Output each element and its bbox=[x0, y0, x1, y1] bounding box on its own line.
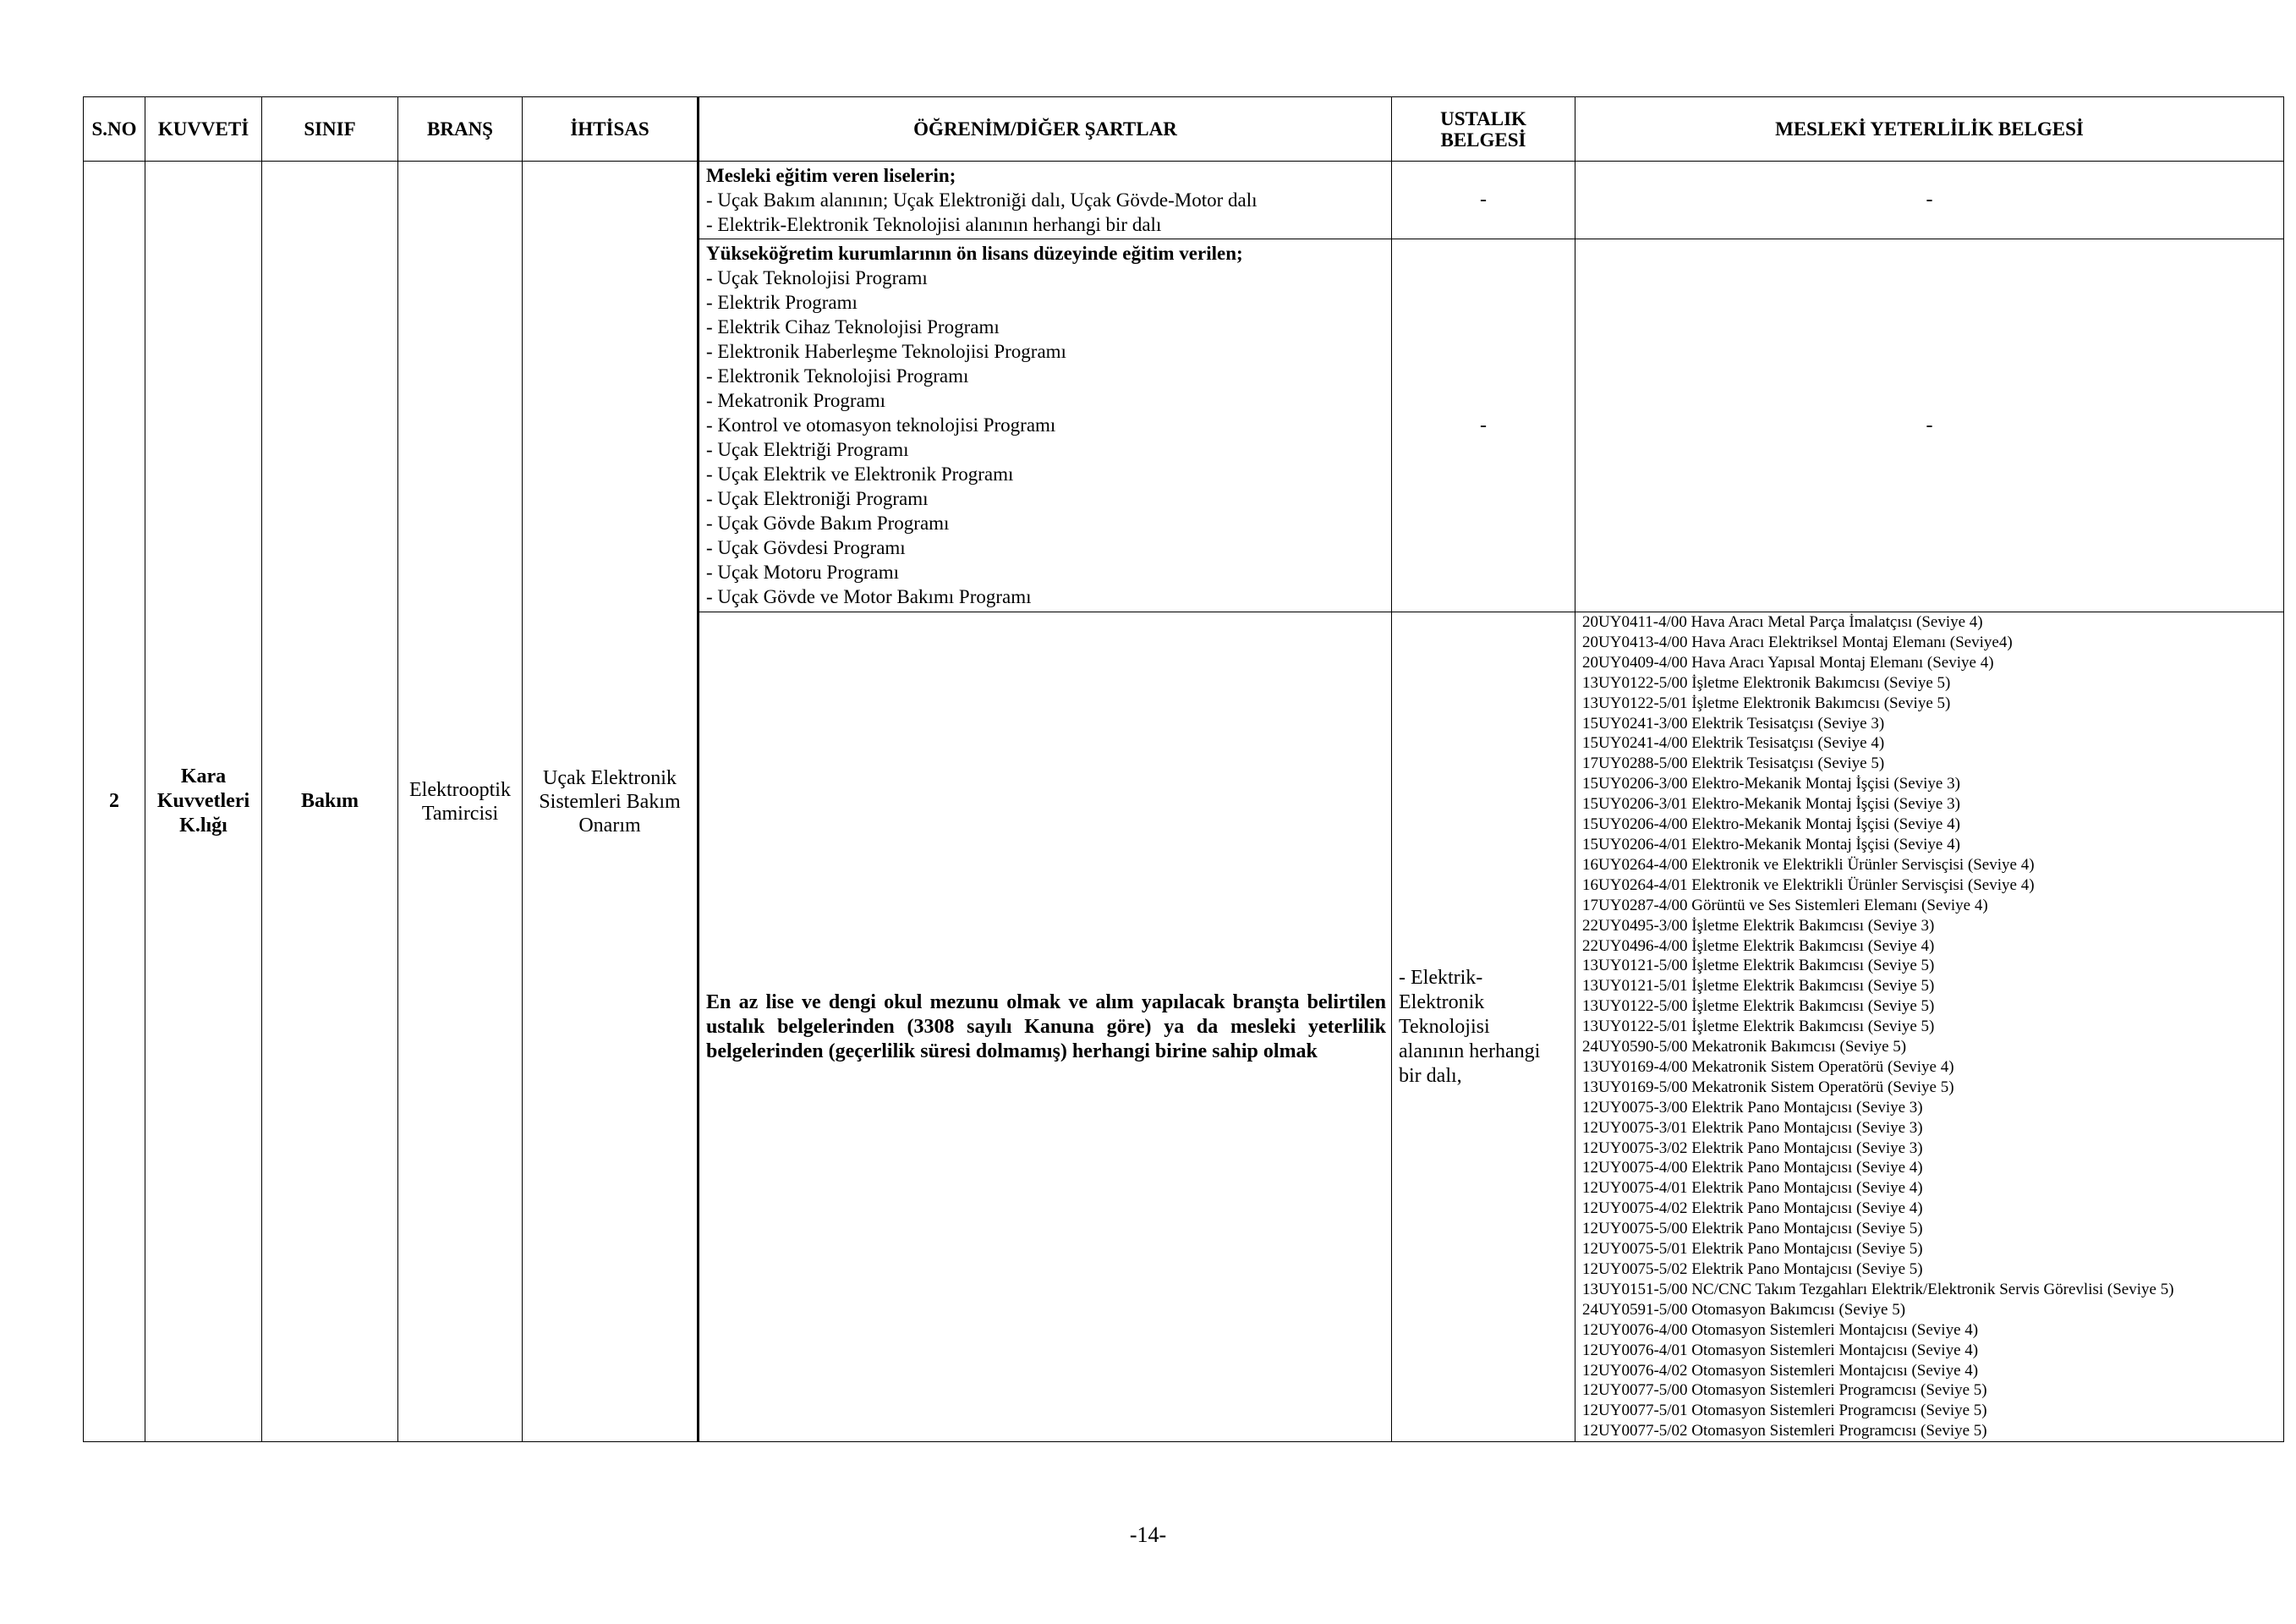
certificate-item: 12UY0075-5/01 Elektrik Pano Montajcısı (Seviye 5) bbox=[1582, 1240, 1923, 1259]
certificate-item: 12UY0075-5/02 Elektrik Pano Montajcısı (Seviye 5) bbox=[1582, 1260, 1923, 1278]
list-item: - Uçak Bakım alanının; Uçak Elektroniği dalı, Uçak Gövde-Motor dalı bbox=[706, 189, 1258, 211]
header-sinif: SINIF bbox=[262, 97, 398, 162]
mesleki-onlisans: - bbox=[1575, 239, 2284, 612]
requirement-lise bbox=[699, 162, 1392, 239]
list-item: - Uçak Elektroniği Programı bbox=[706, 488, 929, 509]
certificate-item: 12UY0075-4/01 Elektrik Pano Montajcısı (Seviye 4) bbox=[1582, 1179, 1923, 1198]
cell-ihtisas bbox=[523, 162, 699, 1442]
page-number: -14- bbox=[1129, 1522, 1167, 1547]
requirement-lise-mezunu: En az lise ve dengi okul mezunu olmak ve alım yapılacak branşta belirtilen ustalık belgelerinden (3308 sayılı Kanuna göre) ya da mesleki yeterlilik belgelerinden (geçerlilik süresi dolmamış) herhangi birine sahip olmak bbox=[699, 612, 1392, 1442]
certificate-item: 13UY0122-5/00 İşletme Elektrik Bakımcısı (Seviye 5) bbox=[1582, 997, 1935, 1016]
certificate-item: 12UY0075-3/00 Elektrik Pano Montajcısı (Seviye 3) bbox=[1582, 1098, 1923, 1116]
certificate-item: 20UY0409-4/00 Hava Aracı Yapısal Montaj Elemanı (Seviye 4) bbox=[1582, 653, 1994, 672]
ustalik-line: Elektronik bbox=[1399, 990, 1485, 1013]
certificate-item: 13UY0121-5/01 İşletme Elektrik Bakımcısı (Seviye 5) bbox=[1582, 977, 1935, 996]
certificate-item: 15UY0206-3/00 Elektro-Mekanik Montaj İşçisi (Seviye 3) bbox=[1582, 775, 1960, 793]
header-mesleki: MESLEKİ YETERLİLİK BELGESİ bbox=[1575, 97, 2284, 162]
header-ustalik-line2: BELGESİ bbox=[1440, 129, 1526, 151]
list-item: - Kontrol ve otomasyon teknolojisi Programı bbox=[706, 414, 1056, 436]
certificate-item: 12UY0075-5/00 Elektrik Pano Montajcısı (Seviye 5) bbox=[1582, 1220, 1923, 1238]
certificate-item: 15UY0206-4/01 Elektro-Mekanik Montaj İşçisi (Seviye 4) bbox=[1582, 835, 1960, 853]
certificate-item: 13UY0122-5/00 İşletme Elektronik Bakımcısı (Seviye 5) bbox=[1582, 673, 1951, 692]
certificate-item: 20UY0413-4/00 Hava Aracı Elektriksel Montaj Elemanı (Seviye4) bbox=[1582, 633, 2013, 651]
certificate-item: 15UY0241-4/00 Elektrik Tesisatçısı (Seviye 4) bbox=[1582, 734, 1885, 753]
table-row bbox=[84, 162, 2284, 239]
ustalik-line: alanının herhangi bbox=[1399, 1040, 1541, 1062]
certificate-item: 16UY0264-4/01 Elektronik ve Elektrikli Ürünler Servisçisi (Seviye 4) bbox=[1582, 875, 2035, 894]
list-item: - Uçak Gövde ve Motor Bakımı Programı bbox=[706, 586, 1032, 607]
certificate-item: 24UY0590-5/00 Mekatronik Bakımcısı (Seviye 5) bbox=[1582, 1038, 1907, 1056]
ustalik-belgesi bbox=[1392, 612, 1575, 1442]
certificate-item: 22UY0496-4/00 İşletme Elektrik Bakımcısı (Seviye 4) bbox=[1582, 936, 1935, 955]
certificate-item: 12UY0077-5/02 Otomasyon Sistemleri Programcısı (Seviye 5) bbox=[1582, 1422, 1987, 1440]
list-item: - Uçak Gövdesi Programı bbox=[706, 537, 906, 558]
header-ustalik-line1: USTALIK bbox=[1440, 107, 1526, 129]
certificate-item: 13UY0122-5/01 İşletme Elektrik Bakımcısı (Seviye 5) bbox=[1582, 1018, 1935, 1036]
certificate-item: 16UY0264-4/00 Elektronik ve Elektrikli Ürünler Servisçisi (Seviye 4) bbox=[1582, 855, 2035, 874]
certificate-item: 12UY0075-3/01 Elektrik Pano Montajcısı (Seviye 3) bbox=[1582, 1118, 1923, 1137]
list-item: - Uçak Teknolojisi Programı bbox=[706, 267, 928, 288]
cell-brans-line1: Elektrooptik bbox=[409, 778, 511, 801]
list-item: - Elektrik-Elektronik Teknolojisi alanının herhangi bir dalı bbox=[706, 214, 1162, 235]
certificate-item: 15UY0206-4/00 Elektro-Mekanik Montaj İşçisi (Seviye 4) bbox=[1582, 815, 1960, 834]
mesleki-yeterlilik-list bbox=[1575, 612, 2284, 1442]
ustalik-line: Teknolojisi bbox=[1399, 1015, 1490, 1038]
certificate-item: 17UY0288-5/00 Elektrik Tesisatçısı (Seviye 5) bbox=[1582, 754, 1885, 773]
list-item: - Mekatronik Programı bbox=[706, 390, 886, 411]
list-item: - Uçak Gövde Bakım Programı bbox=[706, 513, 950, 534]
header-brans: BRANŞ bbox=[398, 97, 523, 162]
certificate-item: 20UY0411-4/00 Hava Aracı Metal Parça İmalatçısı (Seviye 4) bbox=[1582, 613, 1983, 631]
certificate-item: 13UY0121-5/00 İşletme Elektrik Bakımcısı (Seviye 5) bbox=[1582, 957, 1935, 975]
list-item: - Elektrik Cihaz Teknolojisi Programı bbox=[706, 316, 1000, 337]
ustalik-line: - Elektrik- bbox=[1399, 966, 1483, 989]
certificate-item: 12UY0075-4/02 Elektrik Pano Montajcısı (Seviye 4) bbox=[1582, 1199, 1923, 1218]
certificate-item: 13UY0122-5/01 İşletme Elektronik Bakımcısı (Seviye 5) bbox=[1582, 694, 1951, 712]
requirements-table bbox=[83, 96, 2284, 1442]
requirement-onlisans bbox=[699, 239, 1392, 612]
list-item: - Uçak Elektriği Programı bbox=[706, 439, 909, 460]
requirement-onlisans-title: Yükseköğretim kurumlarının ön lisans düzeyinde eğitim verilen; bbox=[706, 243, 1243, 264]
certificate-item: 12UY0077-5/00 Otomasyon Sistemleri Programcısı (Seviye 5) bbox=[1582, 1381, 1987, 1400]
cell-kuvveti-line2: Kuvvetleri bbox=[156, 790, 250, 813]
list-item: - Elektrik Programı bbox=[706, 292, 858, 313]
mesleki-lise: - bbox=[1575, 162, 2284, 239]
certificate-item: 12UY0076-4/00 Otomasyon Sistemleri Montajcısı (Seviye 4) bbox=[1582, 1320, 1979, 1339]
ustalik-line: bir dalı, bbox=[1399, 1064, 1462, 1087]
certificate-item: 22UY0495-3/00 İşletme Elektrik Bakımcısı (Seviye 3) bbox=[1582, 916, 1935, 935]
cell-kuvveti bbox=[145, 162, 262, 1442]
header-row bbox=[84, 97, 2284, 162]
certificate-item: 13UY0151-5/00 NC/CNC Takım Tezgahları Elektrik/Elektronik Servis Görevlisi (Seviye 5) bbox=[1582, 1280, 2174, 1298]
cell-brans-line2: Tamircisi bbox=[421, 802, 499, 825]
list-item: - Elektronik Teknolojisi Programı bbox=[706, 365, 969, 387]
header-kuvveti: KUVVETİ bbox=[145, 97, 262, 162]
header-ogrenim: ÖĞRENİM/DİĞER ŞARTLAR bbox=[699, 97, 1392, 162]
certificate-item: 12UY0077-5/01 Otomasyon Sistemleri Programcısı (Seviye 5) bbox=[1582, 1402, 1987, 1420]
certificate-item: 12UY0075-3/02 Elektrik Pano Montajcısı (Seviye 3) bbox=[1582, 1138, 1923, 1157]
certificate-item: 24UY0591-5/00 Otomasyon Bakımcısı (Seviye 5) bbox=[1582, 1300, 1906, 1319]
cell-kuvveti-line1: Kara bbox=[180, 765, 227, 788]
list-item: - Elektronik Haberleşme Teknolojisi Programı bbox=[706, 341, 1066, 362]
header-ihtisas: İHTİSAS bbox=[523, 97, 699, 162]
cell-ihtisas-line2: Sistemleri Bakım bbox=[539, 790, 681, 813]
cell-kuvveti-line3: K.lığı bbox=[179, 815, 227, 837]
cell-sinif: Bakım bbox=[262, 162, 398, 1442]
list-item: - Uçak Motoru Programı bbox=[706, 562, 900, 583]
header-ustalik bbox=[1392, 97, 1575, 162]
ustalik-onlisans: - bbox=[1392, 239, 1575, 612]
certificate-item: 12UY0076-4/01 Otomasyon Sistemleri Montajcısı (Seviye 4) bbox=[1582, 1341, 1979, 1359]
list-item: - Uçak Elektrik ve Elektronik Programı bbox=[706, 464, 1014, 485]
certificate-item: 17UY0287-4/00 Görüntü ve Ses Sistemleri Elemanı (Seviye 4) bbox=[1582, 896, 1988, 914]
ustalik-lise: - bbox=[1392, 162, 1575, 239]
cell-ihtisas-line3: Onarım bbox=[578, 814, 641, 837]
certificate-item: 12UY0075-4/00 Elektrik Pano Montajcısı (Seviye 4) bbox=[1582, 1159, 1923, 1177]
certificate-item: 13UY0169-5/00 Mekatronik Sistem Operatörü (Seviye 5) bbox=[1582, 1078, 1954, 1096]
certificate-item: 12UY0076-4/02 Otomasyon Sistemleri Montajcısı (Seviye 4) bbox=[1582, 1361, 1979, 1380]
certificate-item: 15UY0241-3/00 Elektrik Tesisatçısı (Seviye 3) bbox=[1582, 714, 1885, 732]
certificate-item: 15UY0206-3/01 Elektro-Mekanik Montaj İşçisi (Seviye 3) bbox=[1582, 795, 1960, 814]
certificate-item: 13UY0169-4/00 Mekatronik Sistem Operatörü (Seviye 4) bbox=[1582, 1057, 1954, 1076]
cell-sno: 2 bbox=[84, 162, 145, 1442]
requirement-lise-title: Mesleki eğitim veren liselerin; bbox=[706, 165, 956, 186]
header-sno: S.NO bbox=[84, 97, 145, 162]
cell-ihtisas-line1: Uçak Elektronik bbox=[543, 766, 677, 789]
cell-brans bbox=[398, 162, 523, 1442]
